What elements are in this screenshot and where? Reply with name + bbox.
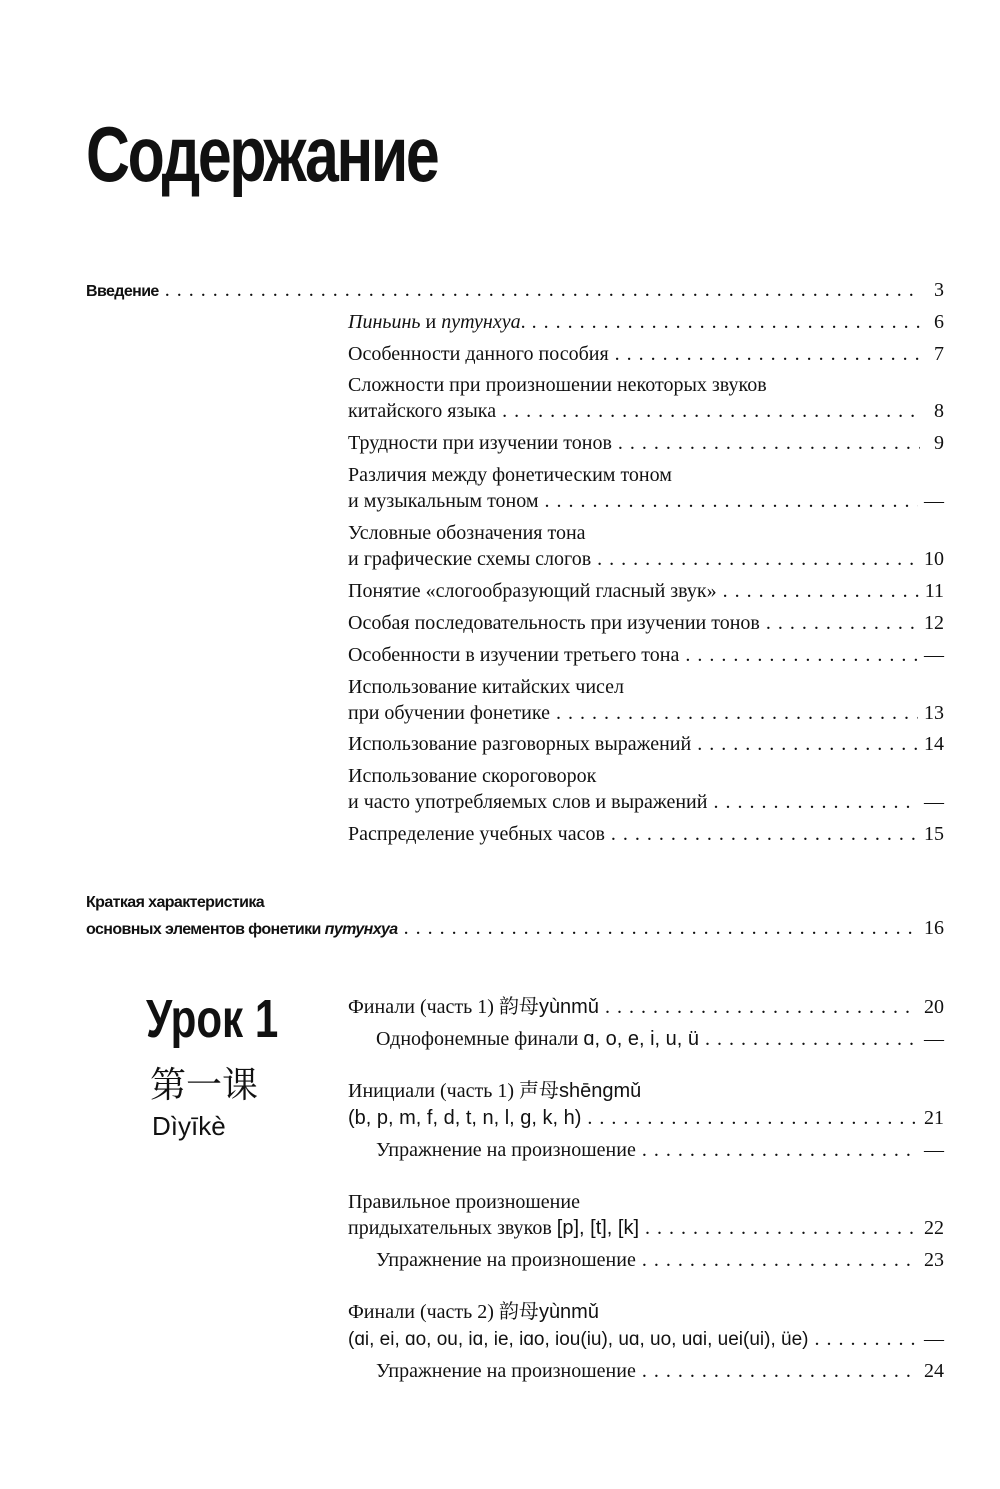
toc-entry-title-line: Использование скороговорок bbox=[348, 765, 597, 787]
toc-page-number: 9 bbox=[934, 432, 944, 454]
toc-page-number: 20 bbox=[924, 996, 944, 1018]
toc-page-number: 24 bbox=[924, 1360, 944, 1382]
dot-leader bbox=[814, 1326, 918, 1352]
dot-leader bbox=[605, 994, 918, 1020]
toc-page-number: 8 bbox=[934, 400, 944, 422]
toc-entry[interactable] bbox=[348, 700, 944, 726]
dot-leader bbox=[766, 610, 918, 636]
toc-entry-title: Упражнение на произношение bbox=[376, 1360, 636, 1382]
toc-entry-title: Введение bbox=[86, 283, 159, 300]
lesson-title-chinese: 第一课 bbox=[150, 1065, 259, 1106]
toc-entry-title: Пиньинь и путунхуа. bbox=[348, 311, 526, 333]
toc-entry-title: Упражнение на произношение bbox=[376, 1139, 636, 1161]
toc-entry-title-line: Инициали (часть 1) 声母shēngmǔ bbox=[348, 1080, 642, 1102]
toc-entry-title-line: Финали (часть 2) 韵母yùnmǔ bbox=[348, 1301, 599, 1323]
toc-entry-title: (b, p, m, f, d, t, n, l, g, k, h) bbox=[348, 1107, 582, 1129]
toc-entry[interactable] bbox=[348, 1326, 944, 1353]
dot-leader bbox=[705, 1026, 918, 1052]
toc-subentry[interactable] bbox=[376, 1247, 944, 1273]
dot-leader bbox=[545, 488, 918, 514]
toc-page-number: 6 bbox=[934, 311, 944, 333]
toc-entry-title: Особенности в изучении третьего тона bbox=[348, 644, 680, 666]
toc-page-number: 16 bbox=[924, 917, 944, 939]
toc-page-number: 14 bbox=[924, 733, 944, 755]
dot-leader bbox=[611, 821, 918, 847]
dot-leader bbox=[502, 398, 920, 424]
toc-entry-summary[interactable] bbox=[86, 915, 944, 943]
toc-entry[interactable] bbox=[348, 578, 944, 604]
toc-entry-title: Понятие «слогообразующий гласный звук» bbox=[348, 580, 717, 602]
toc-entry-title: Финали (часть 1) 韵母yùnmǔ bbox=[348, 996, 599, 1018]
toc-entry-title-line: Использование китайских чисел bbox=[348, 676, 625, 698]
toc-entry-title: Особая последовательность при изучении тонов bbox=[348, 612, 760, 634]
toc-entry[interactable] bbox=[348, 309, 944, 335]
toc-page-number: 7 bbox=[934, 343, 944, 365]
toc-page-number: — bbox=[924, 1328, 944, 1350]
toc-entry[interactable] bbox=[348, 610, 944, 636]
toc-entry[interactable] bbox=[348, 488, 944, 514]
toc-entry[interactable] bbox=[348, 994, 944, 1020]
toc-page-number: 11 bbox=[924, 580, 944, 602]
toc-page-number: — bbox=[924, 1028, 944, 1050]
toc-entry-title: и часто употребляемых слов и выражений bbox=[348, 791, 708, 813]
toc-entry-title: (ɑi, ei, ɑo, ou, iɑ, ie, iɑo, iou(iu), uɑ, uo, uɑi, uei(ui), üe) bbox=[348, 1329, 809, 1350]
dot-leader bbox=[713, 789, 918, 815]
dot-leader bbox=[556, 700, 918, 726]
toc-entry-title-line: Сложности при произношении некоторых звуков bbox=[348, 374, 767, 396]
page-title: Содержание bbox=[86, 110, 438, 198]
toc-entry-title: придыхательных звуков [p], [t], [k] bbox=[348, 1217, 640, 1239]
toc-subentry[interactable] bbox=[376, 1137, 944, 1163]
lesson-title-pinyin: Dìyīkè bbox=[152, 1111, 226, 1141]
dot-leader bbox=[587, 1105, 918, 1131]
toc-page-number: — bbox=[924, 1139, 944, 1161]
toc-entry-title-line: Правильное произношение bbox=[348, 1191, 580, 1213]
dot-leader bbox=[723, 578, 919, 604]
toc-entry-title: китайского языка bbox=[348, 400, 497, 422]
toc-entry-title: Однофонемные финали ɑ, o, e, i, u, ü bbox=[376, 1028, 699, 1050]
toc-page-number: 3 bbox=[934, 279, 944, 301]
dot-leader bbox=[642, 1247, 918, 1273]
lesson-title: Урок 1 bbox=[146, 989, 279, 1049]
toc-entry[interactable] bbox=[348, 1215, 944, 1241]
toc-entry[interactable] bbox=[348, 1105, 944, 1131]
toc-entry-title: при обучении фонетике bbox=[348, 702, 550, 724]
toc-entry-title: Особенности данного пособия bbox=[348, 343, 609, 365]
toc-entry-title: Упражнение на произношение bbox=[376, 1249, 636, 1271]
toc-entry[interactable] bbox=[348, 731, 944, 757]
dot-leader bbox=[165, 277, 920, 303]
toc-entry-intro[interactable] bbox=[86, 277, 944, 305]
toc-page-number: — bbox=[924, 791, 944, 813]
dot-leader bbox=[685, 642, 918, 668]
toc-entry-title-line: Условные обозначения тона bbox=[348, 522, 586, 544]
toc-page-number: 22 bbox=[924, 1217, 944, 1239]
toc-entry-title: и графические схемы слогов bbox=[348, 548, 592, 570]
toc-entry-title: основных элементов фонетики путунхуа bbox=[86, 921, 398, 938]
dot-leader bbox=[697, 731, 918, 757]
toc-entry[interactable] bbox=[348, 398, 944, 424]
toc-entry-title-line: Краткая характеристика bbox=[86, 894, 265, 911]
dot-leader bbox=[615, 341, 920, 367]
toc-entry-title: Трудности при изучении тонов bbox=[348, 432, 612, 454]
toc-entry[interactable] bbox=[348, 546, 944, 572]
toc-page-number: — bbox=[924, 490, 944, 512]
dot-leader bbox=[618, 430, 920, 456]
toc-page-number: 21 bbox=[924, 1107, 944, 1129]
toc-entry-title: и музыкальным тоном bbox=[348, 490, 539, 512]
toc-page-number: 23 bbox=[924, 1249, 944, 1271]
toc-entry[interactable] bbox=[348, 821, 944, 847]
toc-entry[interactable] bbox=[348, 642, 944, 668]
toc-page-number: — bbox=[924, 644, 944, 666]
toc-subentry[interactable] bbox=[376, 1358, 944, 1384]
dot-leader bbox=[642, 1137, 918, 1163]
toc-entry-title-line: Различия между фонетическим тоном bbox=[348, 464, 672, 486]
toc-page-number: 13 bbox=[924, 702, 944, 724]
toc-entry[interactable] bbox=[348, 341, 944, 367]
toc-entry-title: Использование разговорных выражений bbox=[348, 733, 692, 755]
toc-entry[interactable] bbox=[348, 789, 944, 815]
toc-page-number: 15 bbox=[924, 823, 944, 845]
dot-leader bbox=[642, 1358, 918, 1384]
dot-leader bbox=[532, 309, 920, 335]
toc-subentry[interactable] bbox=[376, 1026, 944, 1052]
toc-page-number: 12 bbox=[924, 612, 944, 634]
dot-leader bbox=[597, 546, 918, 572]
dot-leader bbox=[645, 1215, 918, 1241]
toc-page-number: 10 bbox=[924, 548, 944, 570]
toc-entry-title: Распределение учебных часов bbox=[348, 823, 605, 845]
dot-leader bbox=[404, 915, 918, 941]
toc-entry[interactable] bbox=[348, 430, 944, 456]
